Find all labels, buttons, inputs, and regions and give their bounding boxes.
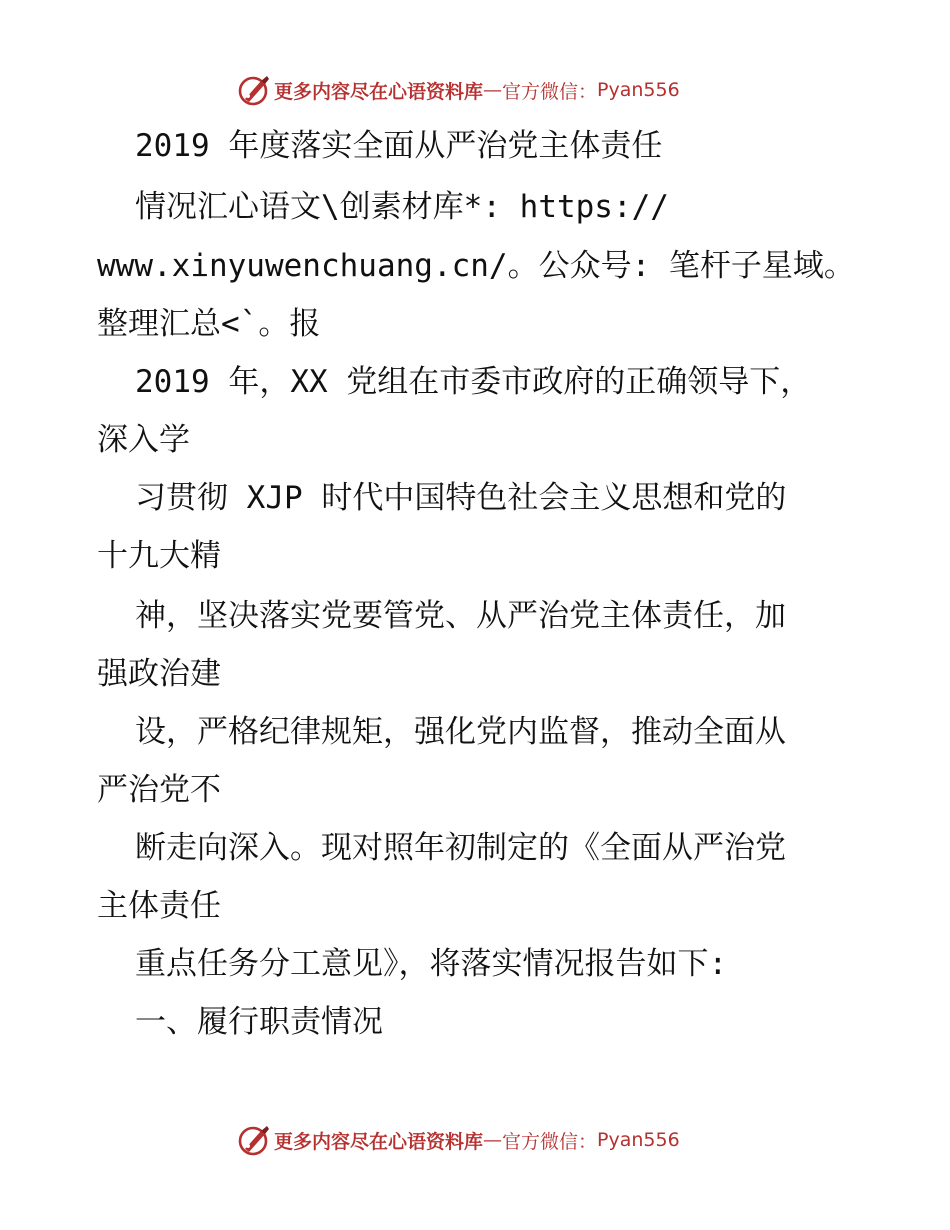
pen-logo-icon xyxy=(236,72,272,108)
doc-line-para-4b: 严治党不 xyxy=(97,772,221,808)
watermark-main-text: 更多内容尽在心语资料库 xyxy=(274,1130,484,1153)
pen-logo-icon xyxy=(236,1122,272,1158)
doc-line-title-1: 2019 年度落实全面从严治党主体责任 xyxy=(135,128,663,164)
doc-line-para-3b: 强政治建 xyxy=(97,656,221,692)
doc-line-para-1a: 2019 年，XX 党组在市委市政府的正确领导下， xyxy=(135,364,812,400)
doc-line-section-heading: 一、履行职责情况 xyxy=(135,1004,383,1040)
watermark-wechat-id: Pyan556 xyxy=(597,1129,680,1151)
watermark-main-text: 更多内容尽在心语资料库 xyxy=(274,80,484,103)
doc-line-para-6: 重点任务分工意见》，将落实情况报告如下: xyxy=(135,946,728,982)
doc-line-para-5b: 主体责任 xyxy=(97,888,221,924)
watermark-dash: — xyxy=(483,1129,503,1151)
doc-line-para-1b: 深入学 xyxy=(97,422,190,458)
doc-line-para-5a: 断走向深入。现对照年初制定的《全面从严治党 xyxy=(135,830,786,866)
doc-line-title-2: 情况汇心语文\创素材库*: https:// xyxy=(135,189,669,225)
doc-line-para-2b: 十九大精 xyxy=(97,538,221,574)
doc-line-para-4a: 设，严格纪律规矩，强化党内监督，推动全面从 xyxy=(135,714,786,750)
doc-line-para-2a: 习贯彻 XJP 时代中国特色社会主义思想和党的 xyxy=(135,480,787,516)
doc-line-report: 整理汇总<`。报 xyxy=(97,306,321,342)
watermark-sub-text: 官方微信： xyxy=(502,1130,598,1153)
header-watermark xyxy=(236,72,680,108)
footer-watermark xyxy=(236,1122,680,1158)
watermark-wechat-id: Pyan556 xyxy=(597,79,680,101)
doc-line-para-3a: 神，坚决落实党要管党、从严治党主体责任，加 xyxy=(135,598,786,634)
watermark-sub-text: 官方微信： xyxy=(502,80,598,103)
doc-line-url: www.xinyuwenchuang.cn/。公众号: 笔杆子星域。 xyxy=(97,248,855,284)
watermark-dash: — xyxy=(483,79,503,101)
